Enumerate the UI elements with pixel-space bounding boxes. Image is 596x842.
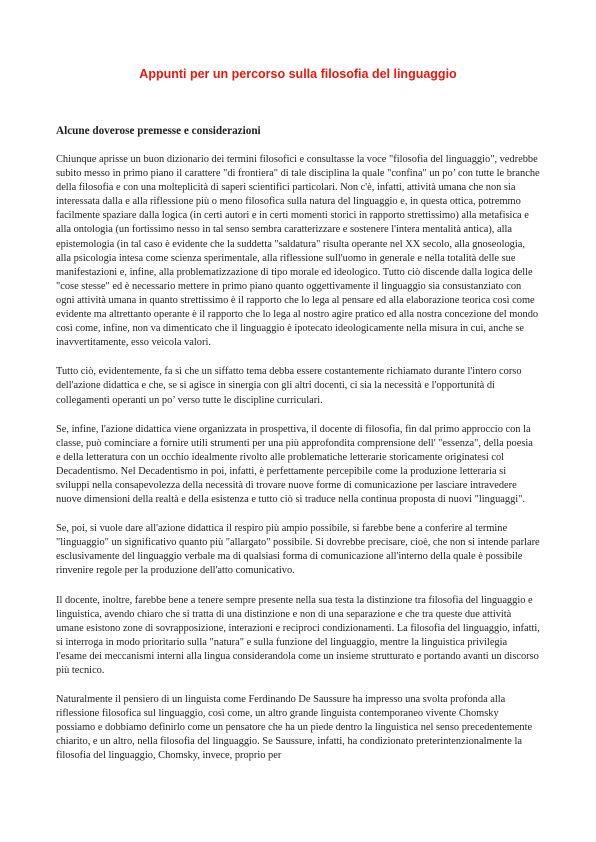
paragraph-2: Tutto ciò, evidentemente, fa sì che un siffatto tema debba essere costantemente richiamato durante l'intero corso dell'azione didattica e che, se si agisce in sinergia con gli altri docenti, ci sia la necessità e l'opportunità di collegamenti operanti un po’ verso tutte le discipline curriculari. (56, 366, 522, 406)
paragraph-5: Il docente, inoltre, farebbe bene a tenere sempre presente nella sua testa la distinzione tra filosofia del linguaggio e linguistica, avendo chiaro che si tratta di una distinzione e non di una separazione e che tra queste due attività umane esistono zone di sovrapposizione, interazioni e reciproci condizionamenti. La filosofia del linguaggio, infatti, si interroga in modo prioritario sulla "natura" e sulla funzione del linguaggio, mentre la linguistica privilegia l'esame dei meccanismi interni alla lingua considerandola come un insieme strutturato e portando avanti un discorso più tecnico. (56, 594, 540, 676)
section-heading: Alcune doverose premesse e considerazioni (56, 125, 261, 137)
paragraph-1: Chiunque aprisse un buon dizionario dei termini filosofici e consultasse la voce "filosofia del linguaggio", vedrebbe subito messo in primo piano il carattere "di frontiera" di tale disciplina la quale "confina" un po’ con tutte le branche della filosofia e con una molteplicità di saperi scientifici particolari. Non c'è, infatti, attività umana che non sia interessata dalla e alla riflessione più o meno filosofica sulla natura del linguaggio e, in questa ottica, potremmo facilmente spaziare dalla logica (in certi autori e in certi momenti storici in rapporto strettissimo) alla metafisica e alla ontologia (un fortissimo nesso in tal senso sembra caratterizzare e sostenere l'intera mentalità antica), alla epistemologia (in tal caso è evidente che la suddetta "saldatura" risulta operante nel XX secolo, alla gnoseologia, alla psicologia intesa come scienza sperimentale, alla riflessione sull'uomo in generale e nella totalità delle sue manifestazioni e, infine, alla problematizzazione di tipo morale ed ideologico. Tutto ciò discende dalla logica delle "cose stesse" ed è necessario mettere in primo piano quanto oggettivamente il linguaggio sia consustanziato con ogni attività umana in quanto strettissimo è il rapporto che lo lega al pensare ed alla elaborazione teorica così come evidente ma altrettanto operante è il rapporto che lo lega al nostro agire pratico ed alla nostra concezione del mondo così come, infine, non va dimenticato che il linguaggio è ipotecato ideologicamente nella misura in cui, anche se inavvertitamente, esso veicola valori. (56, 154, 540, 349)
paragraph-6: Naturalmente il pensiero di un linguista come Ferdinando De Saussure ha impresso una svolta profonda alla riflessione filosofica sul linguaggio, così come, un altro grande linguista contemporaneo vivente Chomsky possiamo e dobbiamo definirlo come un pensatore che ha un piede dentro la linguistica nel senso precedentemente chiarito, e un altro, nella filosofia del linguaggio. Se Saussure, infatti, ha condizionato preterintenzionalmente la filosofia del linguaggio, Chomsky, invece, proprio per (56, 694, 533, 762)
page-title: Appunti per un percorso sulla filosofia del linguaggio (139, 67, 457, 81)
paragraph-4: Se, poi, si vuole dare all'azione didattica il respiro più ampio possibile, si farebbe bene a conferire al termine "linguaggio" un significativo quanto più "allargato" possibile. Si dovrebbe precisare, cioè, che non si intende parlare esclusivamente del linguaggio verbale ma di qualsiasi forma di comunicazione all'interno della quale è possibile rinvenire regole per la produzione dell'atto comunicativo. (56, 523, 540, 577)
paragraph-3: Se, infine, l'azione didattica viene organizzata in prospettiva, il docente di filosofia, fin dal primo approccio con la classe, può cominciare a fornire utili strumenti per una più approfondita comprensione dell' "essenza", della poesia e della letteratura con un occhio idealmente rivolto alle problematiche letterarie storicamente originatesi col Decadentismo. Nel Decadentismo in poi, infatti, è perfettamente percepibile come la produzione letteraria si sviluppi nella consapevolezza della necessità di trovare nuove forme di comunicazione per lasciare intravedere nuove dimensioni della realtà e della esistenza e tutto ciò si traduce nella continua proposta di nuovi "linguaggi". (56, 423, 533, 506)
document-body (56, 124, 540, 779)
